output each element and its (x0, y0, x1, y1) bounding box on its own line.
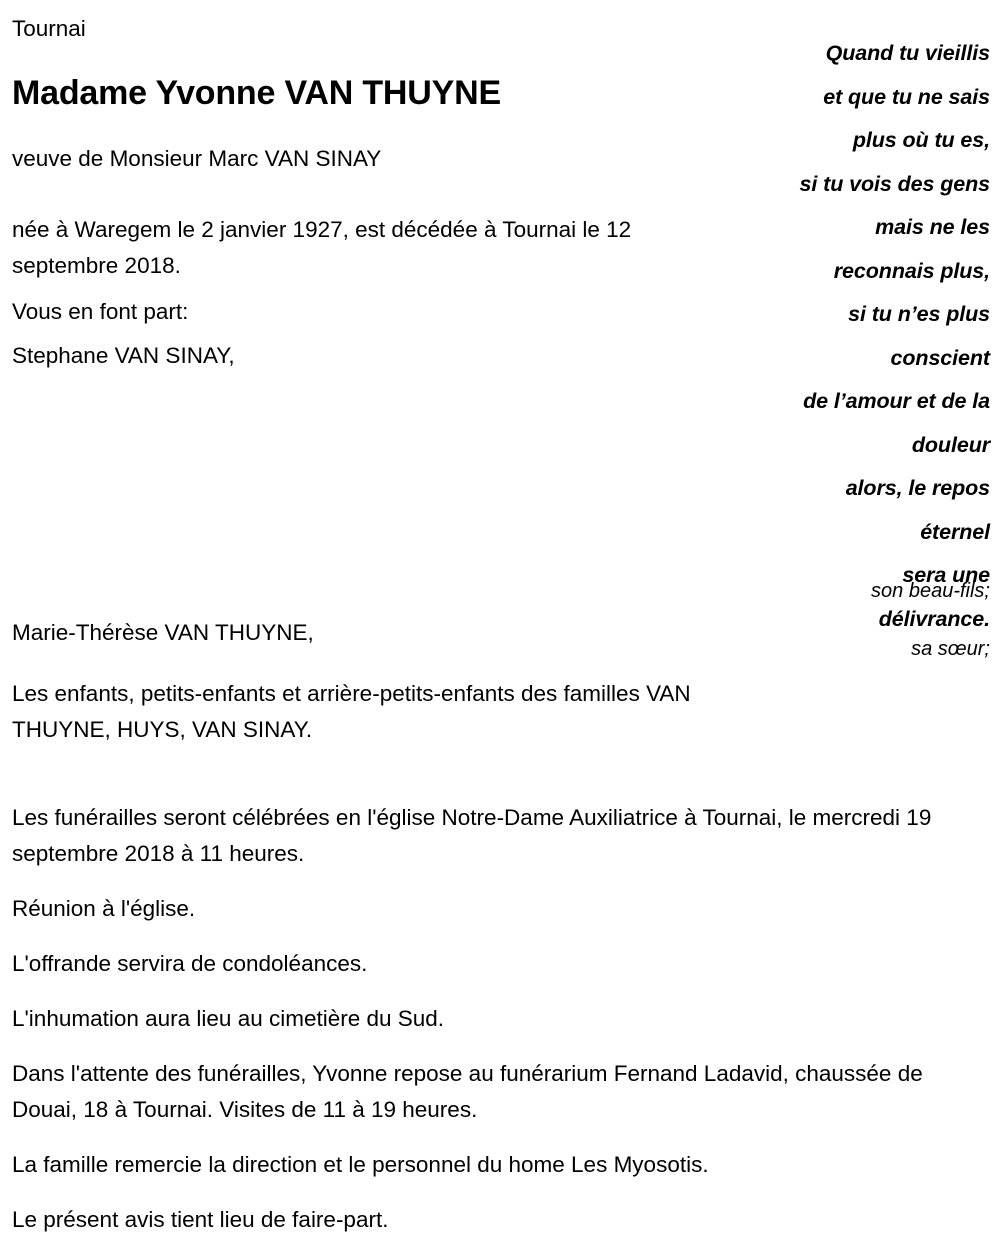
poem-line: sera une (902, 563, 990, 587)
arrangement-paragraph: Réunion à l'église. (12, 896, 196, 921)
poem-line: de l’amour et de la (803, 389, 990, 413)
arrangement-paragraph: Le présent avis tient lieu de faire-part. (12, 1207, 389, 1232)
poem-line: si tu vois des gens (799, 171, 990, 196)
spouse-line: veuve de Monsieur Marc VAN SINAY (12, 146, 382, 171)
poem-line: alors, le repos (845, 476, 990, 500)
poem-line: conscient (890, 345, 990, 370)
deceased-name: Madame Yvonne VAN THUYNE (12, 74, 501, 112)
notice-main-column (12, 0, 712, 374)
announcement-intro: Vous en font part: (12, 299, 189, 324)
arrangement-paragraph: L'inhumation aura lieu au cimetière du Sud. (12, 1006, 445, 1031)
poem-line: délivrance. (878, 606, 990, 631)
poem-line: si tu n’es plus (848, 302, 990, 326)
arrangement-paragraph: L'offrande servira de condoléances. (12, 951, 368, 976)
birth-death-line: née à Waregem le 2 janvier 1927, est décédée à Tournai le 12 septembre 2018. (12, 217, 632, 278)
relation-label-soeur: sa sœur; (911, 638, 990, 660)
descendants-line: Les enfants, petits-enfants et arrière-petits-enfants des familles VAN THUYNE, HUYS, VAN SINAY. (12, 681, 691, 742)
survivor-name-2: Marie-Thérèse VAN THUYNE, (12, 620, 314, 645)
poem-line: mais ne les (875, 215, 990, 239)
poem-line: plus où tu es, (852, 128, 990, 152)
poem-line: reconnais plus, (833, 258, 990, 283)
poem-line: Quand tu vieillis (825, 41, 990, 65)
arrangement-paragraph: La famille remercie la direction et le personnel du home Les Myosotis. (12, 1152, 709, 1177)
poem-line: douleur (911, 432, 990, 457)
poem-line: et que tu ne sais (823, 84, 990, 109)
funeral-arrangements (12, 800, 972, 1238)
city-label: Tournai (12, 16, 86, 41)
arrangement-paragraph: Les funérailles seront célébrées en l'église Notre-Dame Auxiliatrice à Tournai, le mercredi 19 septembre 2018 à 11 heures. (12, 805, 932, 866)
survivor-name-1: Stephane VAN SINAY, (12, 343, 235, 368)
arrangement-paragraph: Dans l'attente des funérailles, Yvonne repose au funérarium Fernand Ladavid, chaussée de Douai, 18 à Tournai. Visites de 11 à 19 heures. (12, 1061, 923, 1122)
poem-line: éternel (920, 519, 990, 544)
relation-label-beau-fils: son beau-fils; (871, 580, 990, 602)
